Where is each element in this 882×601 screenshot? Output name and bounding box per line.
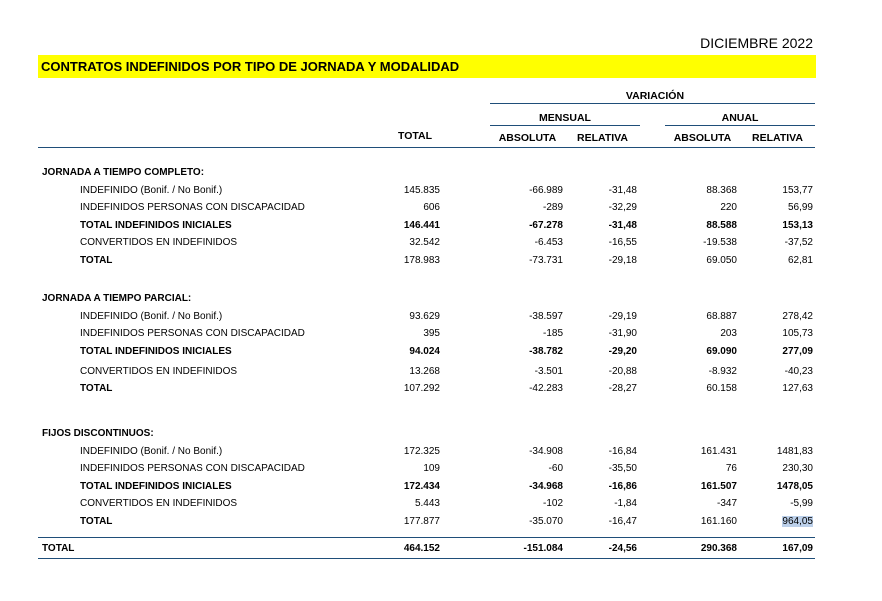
cell-mensual-abs: -42.283 — [529, 383, 563, 394]
row-label: INDEFINIDO (Bonif. / No Bonif.) — [80, 185, 223, 196]
cell-mensual-rel: -16,55 — [608, 237, 637, 248]
row-label: INDEFINIDOS PERSONAS CON DISCAPACIDAD — [80, 202, 305, 213]
cell-mensual-rel: -29,19 — [608, 311, 637, 322]
cell-anual-abs: 161.160 — [700, 516, 737, 527]
cell-mensual-abs: -102 — [542, 498, 563, 509]
table-row — [0, 383, 882, 397]
table-row — [0, 328, 882, 342]
cell-anual-rel: 153,13 — [782, 220, 813, 231]
row-label: CONVERTIDOS EN INDEFINIDOS — [80, 237, 238, 248]
divider-anual — [665, 125, 815, 126]
cell-anual-rel: -37,52 — [784, 237, 813, 248]
cell-mensual-rel: -31,90 — [608, 328, 637, 339]
cell-anual-rel: 1481,83 — [776, 446, 813, 457]
section-title-parcial: JORNADA A TIEMPO PARCIAL: — [42, 293, 192, 304]
row-label: CONVERTIDOS EN INDEFINIDOS — [80, 366, 238, 377]
section-title-completo: JORNADA A TIEMPO COMPLETO: — [42, 167, 205, 178]
divider-variacion — [490, 103, 815, 104]
cell-anual-abs: 69.090 — [706, 346, 737, 357]
report-title: CONTRATOS INDEFINIDOS POR TIPO DE JORNADA Y MODALIDAD — [41, 59, 460, 74]
cell-anual-rel: 62,81 — [787, 255, 813, 266]
header-anual: ANUAL — [721, 112, 759, 124]
table-row — [0, 516, 882, 530]
section-title-fijos: FIJOS DISCONTINUOS: — [42, 428, 154, 439]
cell-mensual-rel: -16,47 — [608, 516, 637, 527]
cell-mensual-abs: -34.908 — [529, 446, 563, 457]
cell-anual-abs: 88.588 — [706, 220, 737, 231]
report-date: DICIEMBRE 2022 — [700, 35, 813, 51]
grand-total-total: 464.152 — [403, 543, 440, 554]
cell-mensual-rel: -35,50 — [608, 463, 637, 474]
cell-total: 109 — [423, 463, 440, 474]
cell-total: 32.542 — [409, 237, 440, 248]
row-label: INDEFINIDO (Bonif. / No Bonif.) — [80, 446, 223, 457]
cell-mensual-abs: -6.453 — [534, 237, 563, 248]
cell-total: 178.983 — [403, 255, 440, 266]
cell-anual-abs: 68.887 — [706, 311, 737, 322]
cell-total: 177.877 — [403, 516, 440, 527]
cell-total: 172.434 — [403, 481, 440, 492]
cell-anual-abs: -347 — [716, 498, 737, 509]
cell-anual-rel: -5,99 — [790, 498, 813, 509]
cell-anual-abs: 220 — [720, 202, 737, 213]
cell-anual-abs: -19.538 — [703, 237, 737, 248]
table-row — [0, 446, 882, 460]
cell-mensual-abs: -66.989 — [529, 185, 563, 196]
cell-anual-rel: 56,99 — [787, 202, 813, 213]
cell-total: 172.325 — [403, 446, 440, 457]
cell-mensual-abs: -3.501 — [534, 366, 563, 377]
cell-mensual-abs: -73.731 — [529, 255, 563, 266]
grand-total-label: TOTAL — [42, 543, 75, 554]
cell-total: 93.629 — [409, 311, 440, 322]
row-label: INDEFINIDO (Bonif. / No Bonif.) — [80, 311, 223, 322]
row-label: TOTAL INDEFINIDOS INICIALES — [80, 220, 232, 231]
table-row — [0, 346, 882, 360]
cell-mensual-rel: -1,84 — [614, 498, 637, 509]
cell-total: 5.443 — [414, 498, 440, 509]
grand-total-anual-abs: 290.368 — [700, 543, 737, 554]
header-absoluta-mensual: ABSOLUTA — [498, 132, 557, 144]
cell-anual-rel: 1478,05 — [776, 481, 813, 492]
header-total: TOTAL — [397, 130, 433, 142]
cell-mensual-abs: -289 — [542, 202, 563, 213]
grand-total-mensual-rel: -24,56 — [608, 543, 637, 554]
header-relativa-mensual: RELATIVA — [577, 132, 628, 144]
cell-mensual-rel: -20,88 — [608, 366, 637, 377]
cell-total: 107.292 — [403, 383, 440, 394]
cell-mensual-rel: -29,18 — [608, 255, 637, 266]
grand-total-top-divider — [38, 537, 815, 538]
table-row — [0, 220, 882, 234]
cell-mensual-abs: -60 — [548, 463, 563, 474]
divider-mensual — [490, 125, 640, 126]
cell-mensual-rel: -31,48 — [608, 220, 637, 231]
row-label: CONVERTIDOS EN INDEFINIDOS — [80, 498, 238, 509]
cell-total: 13.268 — [409, 366, 440, 377]
table-row — [0, 481, 882, 495]
grand-total-anual-rel: 167,09 — [782, 543, 813, 554]
cell-anual-abs: 69.050 — [706, 255, 737, 266]
cell-anual-rel: 278,42 — [782, 311, 813, 322]
table-row — [0, 237, 882, 251]
cell-mensual-abs: -34.968 — [529, 481, 563, 492]
row-label: INDEFINIDOS PERSONAS CON DISCAPACIDAD — [80, 328, 305, 339]
row-label: TOTAL — [80, 255, 113, 266]
cell-total: 606 — [423, 202, 440, 213]
cell-anual-rel: 230,30 — [782, 463, 813, 474]
table-row — [0, 202, 882, 216]
report-title-bar — [38, 55, 816, 78]
cell-anual-rel: 153,77 — [782, 185, 813, 196]
row-label: TOTAL — [80, 516, 113, 527]
cell-mensual-rel: -29,20 — [608, 346, 637, 357]
cell-anual-rel-selected[interactable]: 964,05 — [782, 516, 813, 527]
cell-mensual-abs: -67.278 — [529, 220, 563, 231]
cell-anual-abs: 88.368 — [706, 185, 737, 196]
row-label: INDEFINIDOS PERSONAS CON DISCAPACIDAD — [80, 463, 305, 474]
cell-anual-abs: 161.507 — [700, 481, 737, 492]
table-row — [0, 311, 882, 325]
cell-anual-rel: 277,09 — [782, 346, 813, 357]
table-row — [0, 185, 882, 199]
header-variacion: VARIACIÓN — [625, 90, 685, 102]
table-row — [0, 366, 882, 380]
cell-mensual-rel: -16,84 — [608, 446, 637, 457]
cell-anual-abs: 161.431 — [700, 446, 737, 457]
cell-anual-rel: 105,73 — [782, 328, 813, 339]
header-bottom-divider — [38, 147, 815, 148]
header-absoluta-anual: ABSOLUTA — [673, 132, 732, 144]
cell-mensual-abs: -38.597 — [529, 311, 563, 322]
table-row — [0, 498, 882, 512]
cell-mensual-abs: -38.782 — [529, 346, 563, 357]
cell-anual-abs: 60.158 — [706, 383, 737, 394]
cell-total: 94.024 — [409, 346, 440, 357]
cell-total: 146.441 — [403, 220, 440, 231]
cell-mensual-abs: -35.070 — [529, 516, 563, 527]
cell-anual-abs: -8.932 — [708, 366, 737, 377]
cell-anual-abs: 203 — [720, 328, 737, 339]
cell-anual-abs: 76 — [725, 463, 737, 474]
grand-total-mensual-abs: -151.084 — [523, 543, 563, 554]
cell-mensual-rel: -32,29 — [608, 202, 637, 213]
row-label: TOTAL — [80, 383, 113, 394]
row-label: TOTAL INDEFINIDOS INICIALES — [80, 346, 232, 357]
grand-total-bottom-divider — [38, 558, 815, 559]
row-label: TOTAL INDEFINIDOS INICIALES — [80, 481, 232, 492]
table-row — [0, 463, 882, 477]
cell-mensual-abs: -185 — [542, 328, 563, 339]
cell-total: 395 — [423, 328, 440, 339]
cell-mensual-rel: -28,27 — [608, 383, 637, 394]
cell-anual-rel: -40,23 — [784, 366, 813, 377]
table-row — [0, 255, 882, 269]
cell-mensual-rel: -31,48 — [608, 185, 637, 196]
header-mensual: MENSUAL — [539, 112, 591, 124]
cell-anual-rel: 127,63 — [782, 383, 813, 394]
cell-total: 145.835 — [403, 185, 440, 196]
header-relativa-anual: RELATIVA — [752, 132, 803, 144]
cell-mensual-rel: -16,86 — [608, 481, 637, 492]
